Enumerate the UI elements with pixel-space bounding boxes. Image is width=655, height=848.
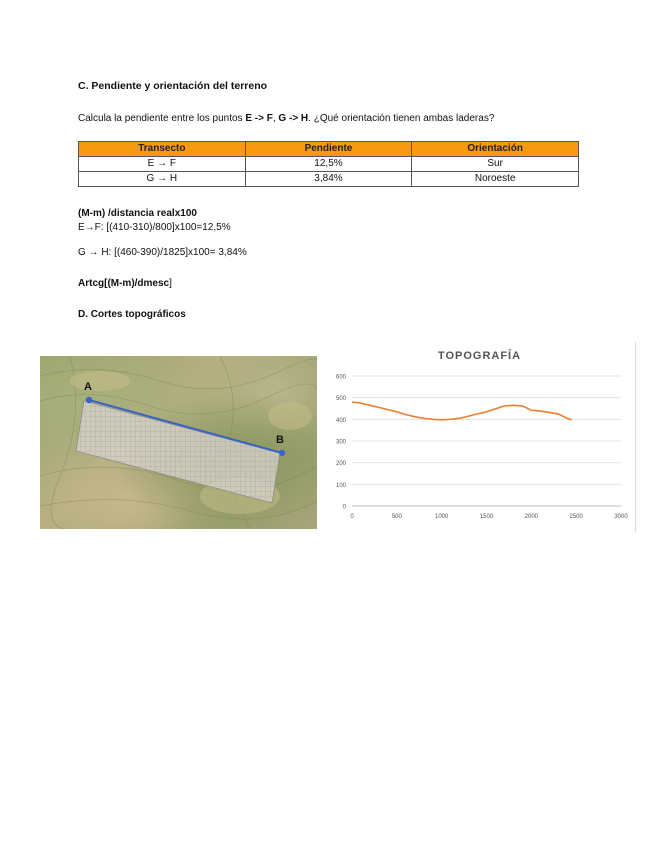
calc-g-h: G → H: [(460-390)/1825]x100= 3,84% xyxy=(78,247,247,258)
header-transecto: Transecto xyxy=(79,142,246,157)
point-a-marker xyxy=(86,397,92,403)
question-suffix: . ¿Qué orientación tienen ambas laderas? xyxy=(308,113,495,124)
formula-slope: (M-m) /distancia realx100 xyxy=(78,208,197,219)
point-b-label: B xyxy=(276,434,284,446)
y-tick-label: 500 xyxy=(335,396,346,403)
table-header-row xyxy=(79,142,579,157)
topographic-map xyxy=(40,356,317,529)
y-tick-label: 200 xyxy=(335,461,346,468)
y-tick-label: 0 xyxy=(342,504,346,511)
point-b-marker xyxy=(279,450,285,456)
x-tick-label: 500 xyxy=(391,514,402,520)
x-tick-label: 2000 xyxy=(524,514,539,520)
section-c-title: C. Pendiente y orientación del terreno xyxy=(78,80,268,92)
y-tick-label: 600 xyxy=(335,374,346,381)
chart-title: TOPOGRAFÍA xyxy=(437,350,522,362)
table-row xyxy=(79,172,579,187)
cell-transecto: G → H xyxy=(79,172,246,187)
map-overlay xyxy=(40,356,317,529)
y-tick-label: 300 xyxy=(335,439,346,446)
question-prefix: Calcula la pendiente entre los puntos xyxy=(78,113,246,124)
section-d-title: D. Cortes topográficos xyxy=(78,309,186,320)
cell-pendiente: 3,84% xyxy=(245,172,412,187)
x-tick-label: 1500 xyxy=(479,514,494,520)
x-tick-label: 3000 xyxy=(614,514,628,520)
chart-plot xyxy=(323,342,636,532)
calc-e-f: E→F: [(410-310)/800]x100=12,5% xyxy=(78,222,231,233)
formula-arctg xyxy=(78,278,172,289)
y-tick-label: 100 xyxy=(335,482,346,489)
table-row xyxy=(79,157,579,172)
y-tick-label: 400 xyxy=(335,417,346,424)
cell-pendiente: 12,5% xyxy=(245,157,412,172)
formula-arctg-tail: ] xyxy=(169,278,172,289)
x-tick-label: 2500 xyxy=(569,514,583,520)
x-tick-label: 1000 xyxy=(434,514,449,520)
cell-orientacion: Noroeste xyxy=(412,172,579,187)
question-sep: , xyxy=(272,113,279,124)
point-a-label: A xyxy=(84,381,92,393)
question-text xyxy=(78,113,494,124)
topography-chart xyxy=(323,342,636,532)
cell-transecto: E → F xyxy=(79,157,246,172)
header-orientacion: Orientación xyxy=(412,142,579,157)
question-transect-2: G -> H xyxy=(278,113,309,124)
cell-orientacion: Sur xyxy=(412,157,579,172)
question-transect-1: E -> F xyxy=(245,113,273,124)
grid-pattern xyxy=(76,401,280,503)
header-pendiente: Pendiente xyxy=(245,142,412,157)
formula-arctg-bold: Artcg[(M-m)/dmesc xyxy=(78,278,170,289)
slope-table xyxy=(78,141,579,187)
x-tick-label: 0 xyxy=(350,514,354,520)
series-line-topografia xyxy=(352,402,572,420)
